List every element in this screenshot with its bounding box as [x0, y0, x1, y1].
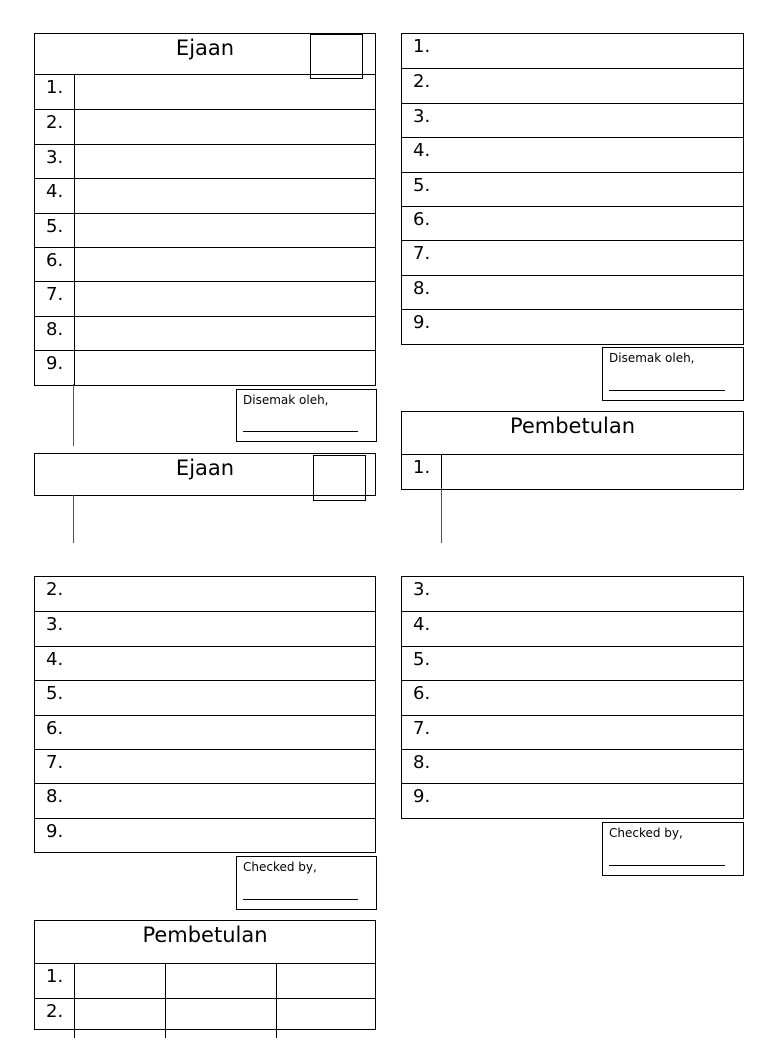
list-item[interactable]: 2.	[402, 68, 743, 102]
list-item[interactable]: 3.	[402, 103, 743, 137]
correction-title: Pembetulan	[142, 923, 268, 947]
list-item[interactable]: 2.	[35, 998, 375, 1038]
list-item[interactable]: 1.	[46, 77, 64, 98]
list-item[interactable]: 9.	[402, 783, 743, 817]
list-item[interactable]: 1.	[35, 964, 375, 998]
list-item[interactable]: 5.	[402, 646, 743, 680]
list-item[interactable]: 5.	[35, 213, 375, 247]
list-item[interactable]: 5.	[35, 680, 375, 714]
signature-label: Checked by,	[243, 860, 317, 874]
list-item[interactable]: 7.	[402, 240, 743, 274]
column-divider	[276, 964, 277, 998]
list-item[interactable]: 7.	[35, 749, 375, 783]
signature-box[interactable]	[602, 347, 744, 401]
column-guide-line	[73, 384, 74, 446]
list-item[interactable]: 4.	[402, 611, 743, 645]
signature-label: Checked by,	[609, 826, 683, 840]
column-divider	[276, 999, 277, 1038]
list-item[interactable]: 7.	[35, 281, 375, 315]
column-divider	[74, 999, 75, 1038]
list-item[interactable]: 2.	[46, 579, 64, 600]
list-item[interactable]: 1.	[413, 36, 431, 57]
spelling-table-1	[34, 33, 376, 386]
list-item[interactable]: 3.	[35, 144, 375, 178]
spelling-title: Ejaan	[175, 456, 235, 480]
signature-label: Disemak oleh,	[243, 393, 329, 407]
list-item[interactable]: 5.	[402, 172, 743, 206]
list-item[interactable]: 6.	[35, 247, 375, 281]
correction-table-header	[402, 412, 743, 455]
list-item[interactable]: 7.	[402, 715, 743, 749]
correction-table-header	[35, 921, 375, 964]
list-item[interactable]: 8.	[402, 275, 743, 309]
signature-line	[609, 390, 725, 391]
list-item[interactable]: 9.	[35, 350, 375, 384]
column-guide-line	[73, 495, 74, 543]
score-box[interactable]	[313, 455, 366, 501]
word-list-table-2	[34, 576, 376, 853]
signature-box[interactable]	[236, 856, 377, 910]
list-item[interactable]: 4.	[35, 178, 375, 212]
column-guide-line	[441, 488, 442, 543]
list-item[interactable]: 6.	[402, 206, 743, 240]
list-item[interactable]: 2.	[35, 109, 375, 143]
list-item[interactable]: 8.	[402, 749, 743, 783]
list-item[interactable]: 8.	[35, 783, 375, 817]
correction-title: Pembetulan	[509, 414, 636, 438]
signature-box[interactable]	[236, 389, 377, 442]
word-list-table-3	[401, 576, 744, 819]
correction-table-2	[34, 920, 376, 1030]
column-divider	[74, 964, 75, 998]
signature-box[interactable]	[602, 822, 744, 876]
list-item[interactable]: 6.	[402, 680, 743, 714]
column-divider	[165, 999, 166, 1038]
score-box[interactable]	[310, 34, 363, 79]
spelling-table-header	[35, 34, 375, 75]
correction-table-1	[401, 411, 744, 490]
list-item[interactable]: 3.	[413, 579, 431, 600]
list-item[interactable]: 4.	[402, 137, 743, 171]
list-item[interactable]: 9.	[35, 818, 375, 852]
spelling-table-2	[34, 453, 376, 496]
column-divider	[165, 964, 166, 998]
number-column-divider	[441, 455, 442, 489]
list-item[interactable]: 8.	[35, 316, 375, 350]
list-item[interactable]: 6.	[35, 715, 375, 749]
signature-line	[609, 865, 725, 866]
signature-line	[243, 899, 358, 900]
signature-line	[243, 431, 358, 432]
spelling-title: Ejaan	[175, 36, 235, 60]
list-item[interactable]: 4.	[35, 646, 375, 680]
list-item[interactable]: 9.	[402, 309, 743, 343]
list-item[interactable]: 3.	[35, 611, 375, 645]
signature-label: Disemak oleh,	[609, 351, 695, 365]
word-list-table-1	[401, 33, 744, 345]
list-item[interactable]: 1.	[402, 455, 743, 489]
